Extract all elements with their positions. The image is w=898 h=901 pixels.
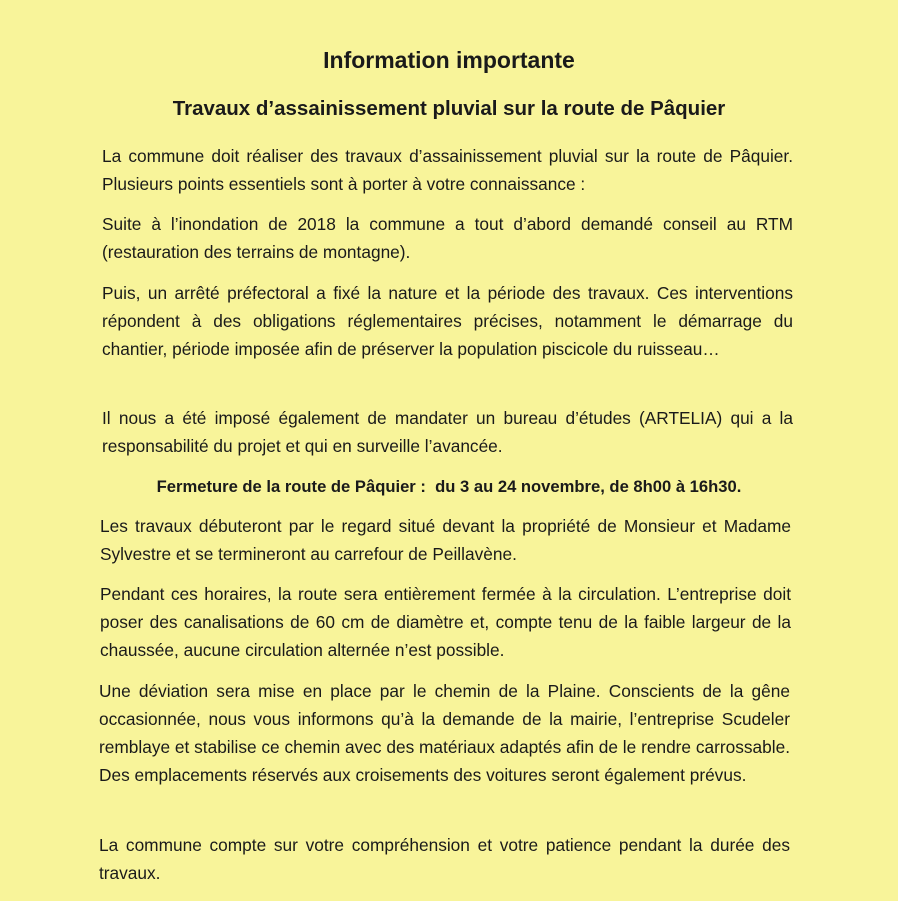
paragraph-prefectoral: Puis, un arrêté préfectoral a fixé la nature et la période des travaux. Ces interventions répondent à des obligations réglementaires précises, notamment le démarrage du chantier, période imposée afin de préserver la population piscicole du ruisseau… [102,283,793,359]
paragraph-works-start: Les travaux débuteront par le regard situé devant la propriété de Monsieur et Madame Sylvestre et se termineront au carrefour de Peillavène. [100,516,791,564]
paragraph-closure-details: Pendant ces horaires, la route sera entièrement fermée à la circulation. L’entreprise doit poser des canalisations de 60 cm de diamètre et, compte tenu de la faible largeur de la chaussée, aucune circulation alternée n’est possible. [100,584,791,660]
paragraph-closing: La commune compte sur votre compréhension et votre patience pendant la durée des travaux. [99,835,790,883]
paragraph-detour: Une déviation sera mise en place par le chemin de la Plaine. Conscients de la gêne occasionnée, nous vous informons qu’à la demande de la mairie, l’entreprise Scudeler remblaye et stabilise ce chemin avec des matériaux adaptés afin de le rendre carrossable. Des emplacements réservés aux croisements des voitures seront également prévus. [99,681,790,785]
paragraph-intro: La commune doit réaliser des travaux d’assainissement pluvial sur la route de Pâquier. Plusieurs points essentiels sont à porter à votre connaissance : [102,146,793,194]
closure-notice [0,473,898,501]
closure-label: Fermeture de la route de Pâquier : [156,477,426,496]
paragraph-rtm: Suite à l’inondation de 2018 la commune a tout d’abord demandé conseil au RTM (restauration des terrains de montagne). [102,214,793,262]
paragraph-artelia: Il nous a été imposé également de mandater un bureau d’études (ARTELIA) qui a la responsabilité du projet et qui en surveille l’avancée. [102,408,793,456]
page-title: Information importante [323,47,575,73]
closure-dates: du 3 au 24 novembre, de 8h00 à 16h30. [435,477,742,496]
page-subtitle: Travaux d’assainissement pluvial sur la route de Pâquier [172,97,726,120]
